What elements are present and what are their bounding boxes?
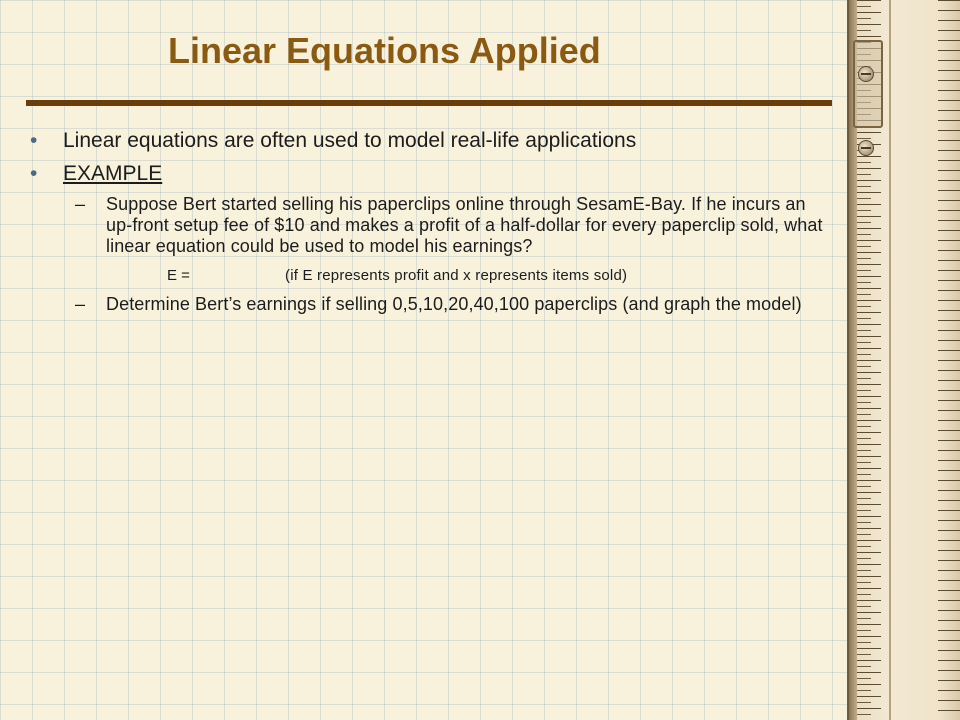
equation-note: (if E represents profit and x represents items sold) <box>285 267 628 284</box>
ruler-ticks-right <box>932 0 960 720</box>
bullet-text: Linear equations are often used to model real-life applications <box>63 129 637 152</box>
bullet-item <box>30 161 830 187</box>
dash-icon: – <box>75 194 86 214</box>
sub-item-task <box>30 294 830 315</box>
bullet-icon: • <box>30 129 38 152</box>
screw-icon <box>858 66 874 82</box>
slide-title: Linear Equations Applied <box>168 30 601 71</box>
title-underline <box>26 100 832 106</box>
equation-label: E = <box>167 267 190 284</box>
ruler-groove <box>889 0 891 720</box>
sub-item-problem <box>30 194 830 257</box>
bullet-item <box>30 128 830 154</box>
slide-body <box>30 128 830 315</box>
task-text: Determine Bert’s earnings if selling 0,5,10,20,40,100 paperclips (and graph the model) <box>106 294 802 314</box>
screw-icon <box>858 140 874 156</box>
bullet-icon: • <box>30 162 38 185</box>
ruler-decoration <box>847 0 960 720</box>
problem-text: Suppose Bert started selling his paperclips online through SesamE-Bay. If he incurs an up-front setup fee of $10 and makes a profit of a half-dollar for every paperclip sold, what linear equation could be used to model his earnings? <box>106 194 823 256</box>
equation-line <box>30 266 830 288</box>
dash-icon: – <box>75 294 86 314</box>
bullet-text-example: EXAMPLE <box>63 162 163 185</box>
bracket-icon <box>853 40 883 128</box>
